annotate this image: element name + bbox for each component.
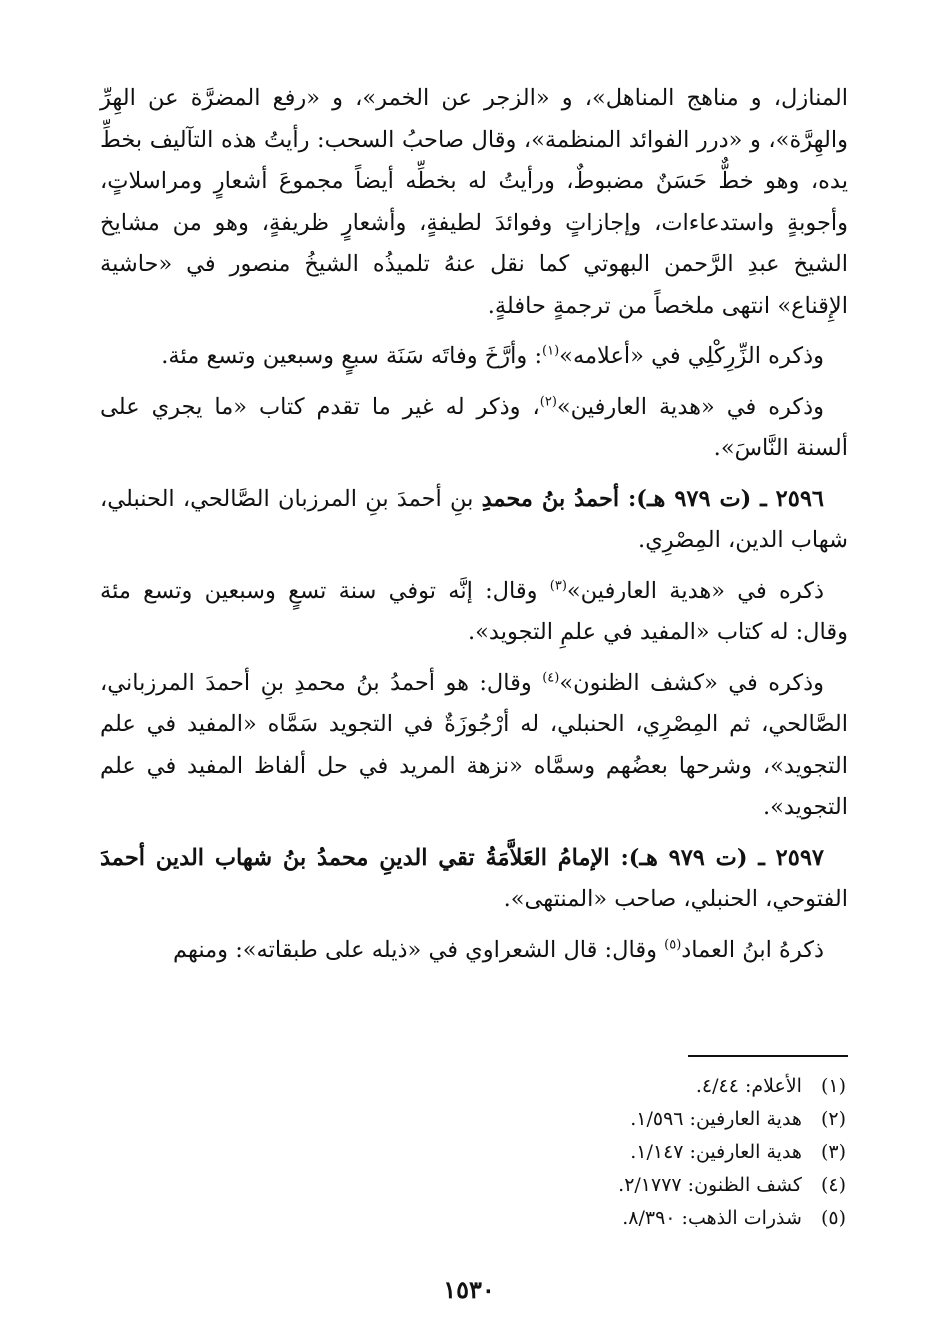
paragraph-ibn-imad <box>100 930 848 972</box>
page-body <box>100 78 848 980</box>
footnote-text: هدية العارفين: ١/١٤٧. <box>630 1141 802 1163</box>
footnote-number: (٤) <box>820 1174 846 1196</box>
entry-2597 <box>100 838 848 921</box>
footnote-item <box>246 1070 846 1103</box>
footnote-item <box>246 1103 846 1136</box>
footnote-item <box>246 1202 846 1235</box>
paragraph-text: ذكرهُ ابنُ العماد <box>681 936 824 963</box>
footnote-item <box>246 1169 846 1202</box>
page-number: ١٥٣٠ <box>443 1275 495 1304</box>
paragraph-text: وقال: قال الشعراوي في «ذيله على طبقاته»: ومنهم <box>173 936 665 963</box>
footnote-text: كشف الظنون: ٢/١٧٧٧. <box>618 1174 802 1196</box>
footnote-ref: (٣) <box>549 578 567 593</box>
paragraph-continuation <box>100 78 848 327</box>
paragraph-text: الفتوحي، الحنبلي، صاحب «المنتهى». <box>503 886 848 912</box>
footnote-ref: (٥) <box>664 937 682 952</box>
paragraph-zirikli <box>100 336 848 378</box>
footnote-ref: (١) <box>542 343 560 359</box>
paragraph-text: : وأرَّخَ وفاتَه سَنَة سبعٍ وسبعين وتسع مئة. <box>161 343 543 369</box>
paragraph-text: بنِ أحمدَ بنِ المرزبان الصَّالحي، الحنبلي، شهاب الدين، المِصْرِي. <box>100 485 848 553</box>
paragraph-text: وذكره في «هدية العارفين» <box>556 393 824 420</box>
paragraph-text: ذكره في «هدية العارفين» <box>566 577 824 604</box>
footnote-number: (١) <box>820 1075 846 1097</box>
footnote-text: هدية العارفين: ١/٥٩٦. <box>630 1108 802 1130</box>
paragraph-text: وذكره في «كشف الظنون» <box>559 669 825 696</box>
paragraph-text: وقال: إنَّه توفي سنة تسعٍ وسبعين وتسع مئة وقال: له كتاب «المفيد في علمِ التجويد». <box>100 577 848 645</box>
footnotes <box>246 1070 846 1235</box>
footnote-text: شذرات الذهب: ٨/٣٩٠. <box>622 1207 802 1229</box>
footnote-number: (٢) <box>820 1108 846 1130</box>
entry-2596 <box>100 479 848 562</box>
paragraph-text: وذكره الزِّرِكْلِي في «أعلامه» <box>559 343 824 369</box>
paragraph-text: وقال: هو أحمدُ بنُ محمدِ بنِ أحمدَ المرزباني، الصَّالحي، ثم المِصْرِي، الحنبلي، له أرْجُوزَةٌ في التجويد سَمَّاه «المفيد في علم التجويد»، وشرحها بعضُهم وسمَّاه «نزهة المريد في حل ألفاظ المفيد في علم التجويد». <box>100 669 848 820</box>
footnote-item <box>246 1136 846 1169</box>
paragraph-text: المنازل، و مناهج المناهل»، و «الزجر عن الخمر»، و «رفع المضرَّة عن الهِرِّ والهِرَّة»، و «درر الفوائد المنظمة»، وقال صاحبُ السحب: رأيتُ هذه التآليف بخطِّ يده، وهو خطٌّ حَسَنٌ مضبوطٌ، ورأيتُ له بخطِّه أيضاً مجموعَ أشعارٍ ومراسلاتٍ، وأجوبةٍ واستدعاءات، وإجازاتٍ وفوائدَ لطيفةٍ، وأشعارٍ ظريفةٍ، وهو من مشايخ الشيخ عبدِ الرَّحمن البهوتي كما نقل عنهُ تلميذُه الشيخُ منصور في «حاشية الإِقناع» انتهى ملخصاً من ترجمةٍ حافلةٍ. <box>100 85 848 319</box>
entry-heading: ٢٥٩٧ ـ (ت ٩٧٩ هـ): الإمامُ العَلاَّمَةُ تقي الدينِ محمدُ بنُ شهاب الدين أحمدَ <box>100 844 824 871</box>
paragraph-hadiya-2 <box>100 571 848 654</box>
paragraph-text: ، وذكر له غير ما تقدم كتاب «ما يجري على ألسنة النَّاسَ». <box>100 393 848 461</box>
footnote-number: (٥) <box>820 1207 846 1229</box>
footnote-number: (٣) <box>820 1141 846 1163</box>
footnote-divider <box>688 1055 848 1057</box>
paragraph-hadiya <box>100 387 848 470</box>
entry-heading: ٢٥٩٦ ـ (ت ٩٧٩ هـ): أحمدُ بنُ محمدِ <box>481 485 825 512</box>
footnote-ref: (٢) <box>539 394 557 409</box>
paragraph-kashf <box>100 663 848 829</box>
footnote-text: الأعلام: ٤/٤٤. <box>695 1075 802 1097</box>
footnote-ref: (٤) <box>542 670 560 685</box>
